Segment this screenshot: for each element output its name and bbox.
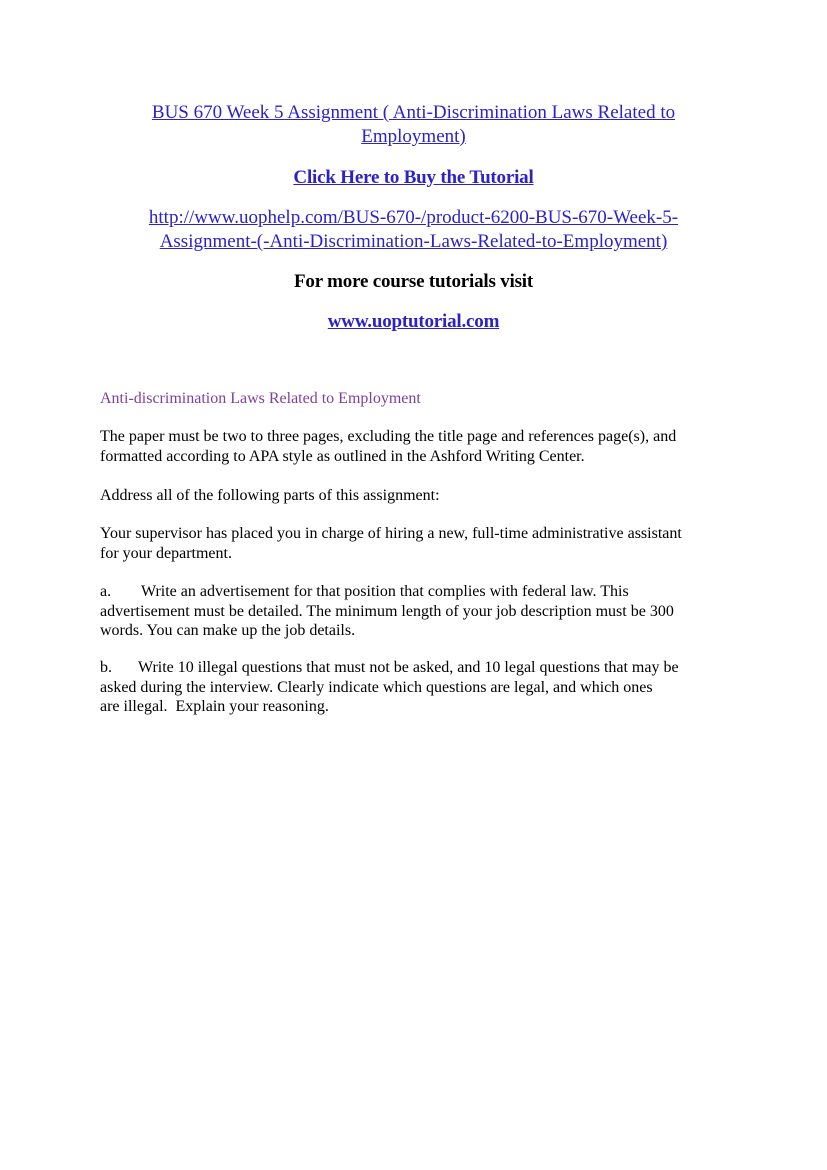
item-b-line-1: Write 10 illegal questions that must not be asked, and 10 legal questions that may be xyxy=(138,659,679,676)
more-tutorials-text: For more course tutorials visit xyxy=(294,271,533,292)
url-line-1: http://www.uophelp.com/BUS-670-/product-6200-BUS-670-Week-5- xyxy=(148,207,679,228)
paragraph-requirements xyxy=(100,427,720,466)
site-link[interactable]: www.uoptutorial.com xyxy=(327,311,500,332)
title-line-2: Employment) xyxy=(361,126,466,147)
paragraph-address: Address all of the following parts of this assignment: xyxy=(100,487,440,504)
section-heading: Anti-discrimination Laws Related to Employment xyxy=(100,390,421,407)
item-b-line-3: are illegal. Explain your reasoning. xyxy=(100,698,329,715)
item-a-line-3: words. You can make up the job details. xyxy=(100,622,356,639)
item-a-label: a. xyxy=(100,583,112,600)
paragraph-scenario xyxy=(100,524,720,563)
product-url-link[interactable] xyxy=(100,206,727,254)
list-item-b xyxy=(100,658,720,717)
p3-line-1: Your supervisor has placed you in charge of hiring a new, full-time administrative assistant xyxy=(100,525,682,542)
item-b-line-2: asked during the interview. Clearly indicate which questions are legal, and which ones xyxy=(100,678,653,696)
buy-tutorial-link[interactable]: Click Here to Buy the Tutorial xyxy=(293,167,534,188)
item-a-line-1: Write an advertisement for that position that complies with federal law. This xyxy=(141,583,629,600)
p1-line-1: The paper must be two to three pages, excluding the title page and references page(s), and xyxy=(100,428,677,445)
list-item-a xyxy=(100,582,720,641)
p3-line-2: for your department. xyxy=(100,544,232,562)
url-line-2: Assignment-(-Anti-Discrimination-Laws-Related-to-Employment) xyxy=(159,231,668,252)
p1-line-2: formatted according to APA style as outlined in the Ashford Writing Center. xyxy=(100,447,585,465)
title-link[interactable] xyxy=(120,101,707,149)
item-b-label: b. xyxy=(100,659,112,676)
item-a-line-2: advertisement must be detailed. The minimum length of your job description must be 300 xyxy=(100,602,674,620)
title-line-1: BUS 670 Week 5 Assignment ( Anti-Discrimination Laws Related to xyxy=(151,102,676,123)
